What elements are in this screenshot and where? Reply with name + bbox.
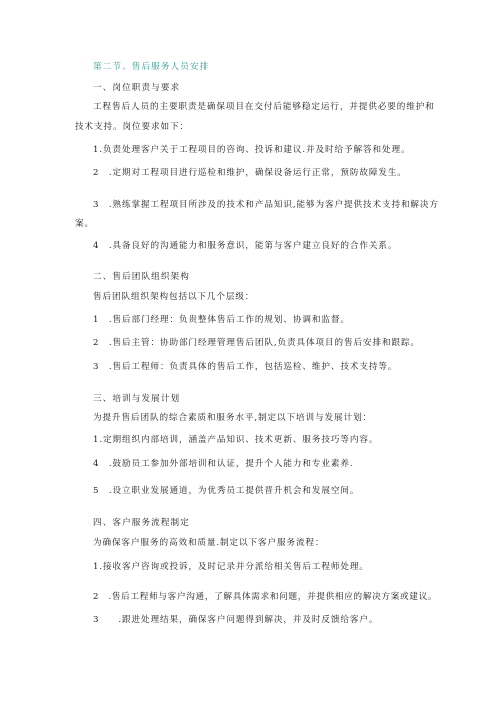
paragraph: 2 .定期对工程项目进行巡检和维护，确保设备运行正常，预防故障发生。 [93,168,407,178]
paragraph: 1.定期组织内部培训，涵盖产品知识、技术更新、服务技巧等内容。 [93,435,379,445]
paragraph: 3 .熟练掌握工程项目所涉及的技术和产品知识,能够为客户提供技术支持和解决方 [93,200,439,210]
paragraph: 1.接收客户咨询或投诉，及时记录并分派给相关售后工程师处理。 [93,562,369,572]
paragraph: 2 .售后工程师与客户沟通，了解具体需求和问题，并提供相应的解决方案或建议。 [93,592,438,602]
section-heading: 二、售后团队组织架构 [93,272,190,282]
paragraph: 1.负责处理客户关于工程项目的咨询、投诉和建议.并及时给予解答和处理。 [93,145,411,155]
paragraph: 4 .具备良好的沟通能力和服务意识，能第与客户建立良好的合作关系。 [93,241,398,251]
paragraph: 为提升售后团队的综合素质和服务水平,制定以下培训与发展计划： [93,413,372,423]
paragraph: 1 .售后部门经理：负贵整体售后工作的规划、协调和监督。 [93,315,350,325]
paragraph: 3 .跟进处理结果，确保客户问题得到解决，并及时反馈给客户。 [93,615,379,625]
paragraph: 工程售后人员的主要职责是确保项目在交付后能够稳定运行，并提供必要的维护和 [93,102,435,112]
paragraph: 4 .鼓励员工参加外部培训和认证，提升个人能力和专业素养. [93,459,354,469]
paragraph: 为确保客户服务的高效和质量.制定以下客户服务流程： [93,538,325,548]
paragraph: 2 .售后主管：协助部门经理管理售后团队,负责具体项目的售后安排和跟踪。 [93,338,420,348]
paragraph: 技术支持。岗位要求如下： [75,122,189,132]
paragraph: 售后团队组织架构包括以下几个层级： [93,292,255,302]
section-heading: 四、客户服务流程制定 [93,518,190,528]
section-heading: 三、培训与发展计划 [93,394,181,404]
paragraph: 3 .售后工程师：负责具体的售后工作，包括巡检、维护、技术支持等。 [93,362,398,372]
section-title: 第二节、售后服务人员安排 [93,62,210,72]
paragraph: 5 .设立职业发展通道，为优秀员工提供晋升机会和发展空间。 [93,486,360,496]
paragraph: 案。 [75,219,94,229]
section-heading: 一、岗位职责与要求 [93,83,181,93]
